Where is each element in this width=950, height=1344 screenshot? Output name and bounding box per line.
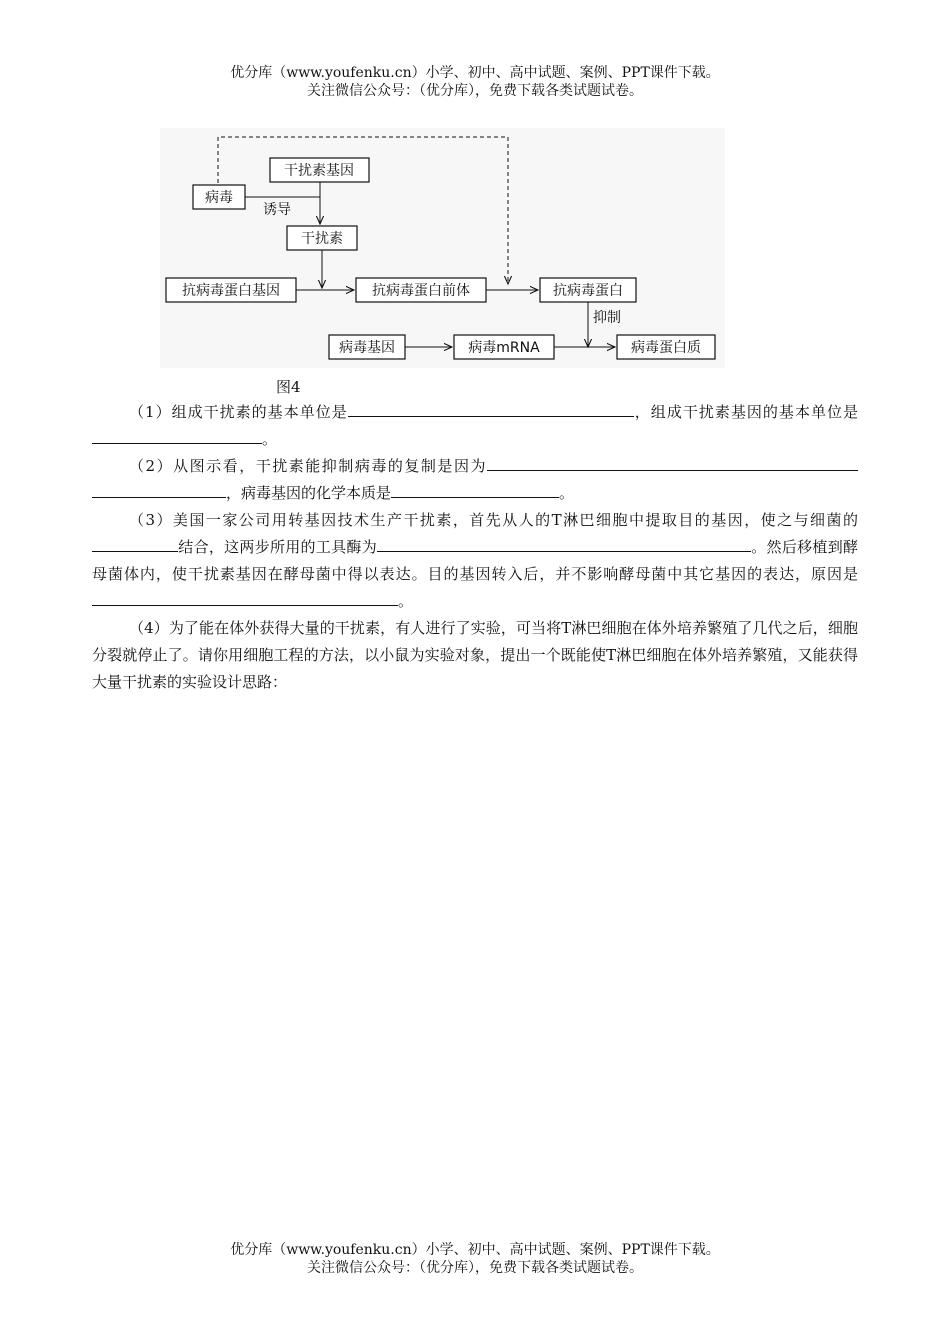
q3-text-b: 结合，这两步所用的工具酶为 <box>178 538 377 556</box>
box-viral-gene <box>329 335 405 359</box>
header-line-2: 关注微信公众号：（优分库），免费下载各类试题试卷。 <box>307 83 643 99</box>
box-antiviral-protein-gene-label: 抗病毒蛋白基因 <box>182 283 280 299</box>
q1-blank-2 <box>92 426 262 444</box>
box-viral-mrna <box>454 335 554 359</box>
box-viral-protein <box>617 335 715 359</box>
page-footer <box>0 1241 950 1277</box>
q1-blank-1 <box>348 399 634 417</box>
q2-text-b: ，病毒基因的化学本质是 <box>226 484 392 502</box>
box-antiviral-protein-precursor-label: 抗病毒蛋白前体 <box>372 283 470 299</box>
label-inhibit: 抑制 <box>593 310 621 326</box>
q3-blank-2 <box>377 534 751 552</box>
q3-text-d: 。 <box>398 592 414 610</box>
q1-text-a: （1）组成干扰素的基本单位是 <box>129 403 348 421</box>
question-4 <box>92 615 858 696</box>
box-viral-gene-label: 病毒基因 <box>339 340 395 356</box>
figure-4-diagram <box>160 128 725 368</box>
box-interferon-label: 干扰素 <box>301 231 343 247</box>
q3-blank-3 <box>92 588 398 606</box>
q2-blank-2 <box>391 480 559 498</box>
box-viral-protein-label: 病毒蛋白质 <box>631 340 701 356</box>
header-line-1: 优分库（www.youfenku.cn）小学、初中、高中试题、案例、PPT课件下载。 <box>230 65 720 81</box>
question-3 <box>92 507 858 615</box>
question-1 <box>92 399 858 453</box>
box-interferon <box>287 226 357 250</box>
q4-text: （4）为了能在体外获得大量的干扰素，有人进行了实验，可当将T淋巴细胞在体外培养繁殖了几代之后，细胞分裂就停止了。请你用细胞工程的方法，以小鼠为实验对象，提出一个既能使T淋巴细胞在体外培养繁殖，又能获得大量干扰素的实验设计思路： <box>92 619 858 691</box>
box-interferon-gene <box>270 158 369 182</box>
box-virus <box>193 185 245 209</box>
q3-blank-1 <box>92 534 178 552</box>
label-induce: 诱导 <box>263 202 291 218</box>
footer-line-1: 优分库（www.youfenku.cn）小学、初中、高中试题、案例、PPT课件下载。 <box>230 1242 720 1258</box>
box-viral-mrna-label: 病毒mRNA <box>468 340 540 356</box>
q3-text-c: 。然后移植到酵母菌体内，使干扰素基因在酵母菌中得以表达。目的基因转入后，并不影响酵母菌中其它基因的表达，原因是 <box>92 538 858 583</box>
q2-blank-1-cont <box>92 480 226 498</box>
q1-text-c: 。 <box>262 430 278 448</box>
box-antiviral-protein-label: 抗病毒蛋白 <box>553 283 623 299</box>
footer-line-2: 关注微信公众号：（优分库），免费下载各类试题试卷。 <box>307 1260 643 1276</box>
q2-blank-1 <box>487 453 858 471</box>
box-antiviral-protein-precursor <box>356 278 486 302</box>
q2-text-c: 。 <box>559 484 575 502</box>
page-header <box>0 64 950 100</box>
figure-caption: 图4 <box>276 378 301 396</box>
figure-background <box>160 128 725 368</box>
box-antiviral-protein-gene <box>166 278 296 302</box>
question-2 <box>92 453 858 507</box>
q1-text-b: ，组成干扰素基因的基本单位是 <box>633 403 858 421</box>
box-interferon-gene-label: 干扰素基因 <box>284 163 354 179</box>
box-virus-label: 病毒 <box>205 190 233 206</box>
q2-text-a: （2）从图示看，干扰素能抑制病毒的复制是因为 <box>129 457 487 475</box>
q3-text-a: （3）美国一家公司用转基因技术生产干扰素，首先从人的T淋巴细胞中提取目的基因，使之与细菌的 <box>129 511 858 529</box>
box-antiviral-protein <box>540 278 636 302</box>
